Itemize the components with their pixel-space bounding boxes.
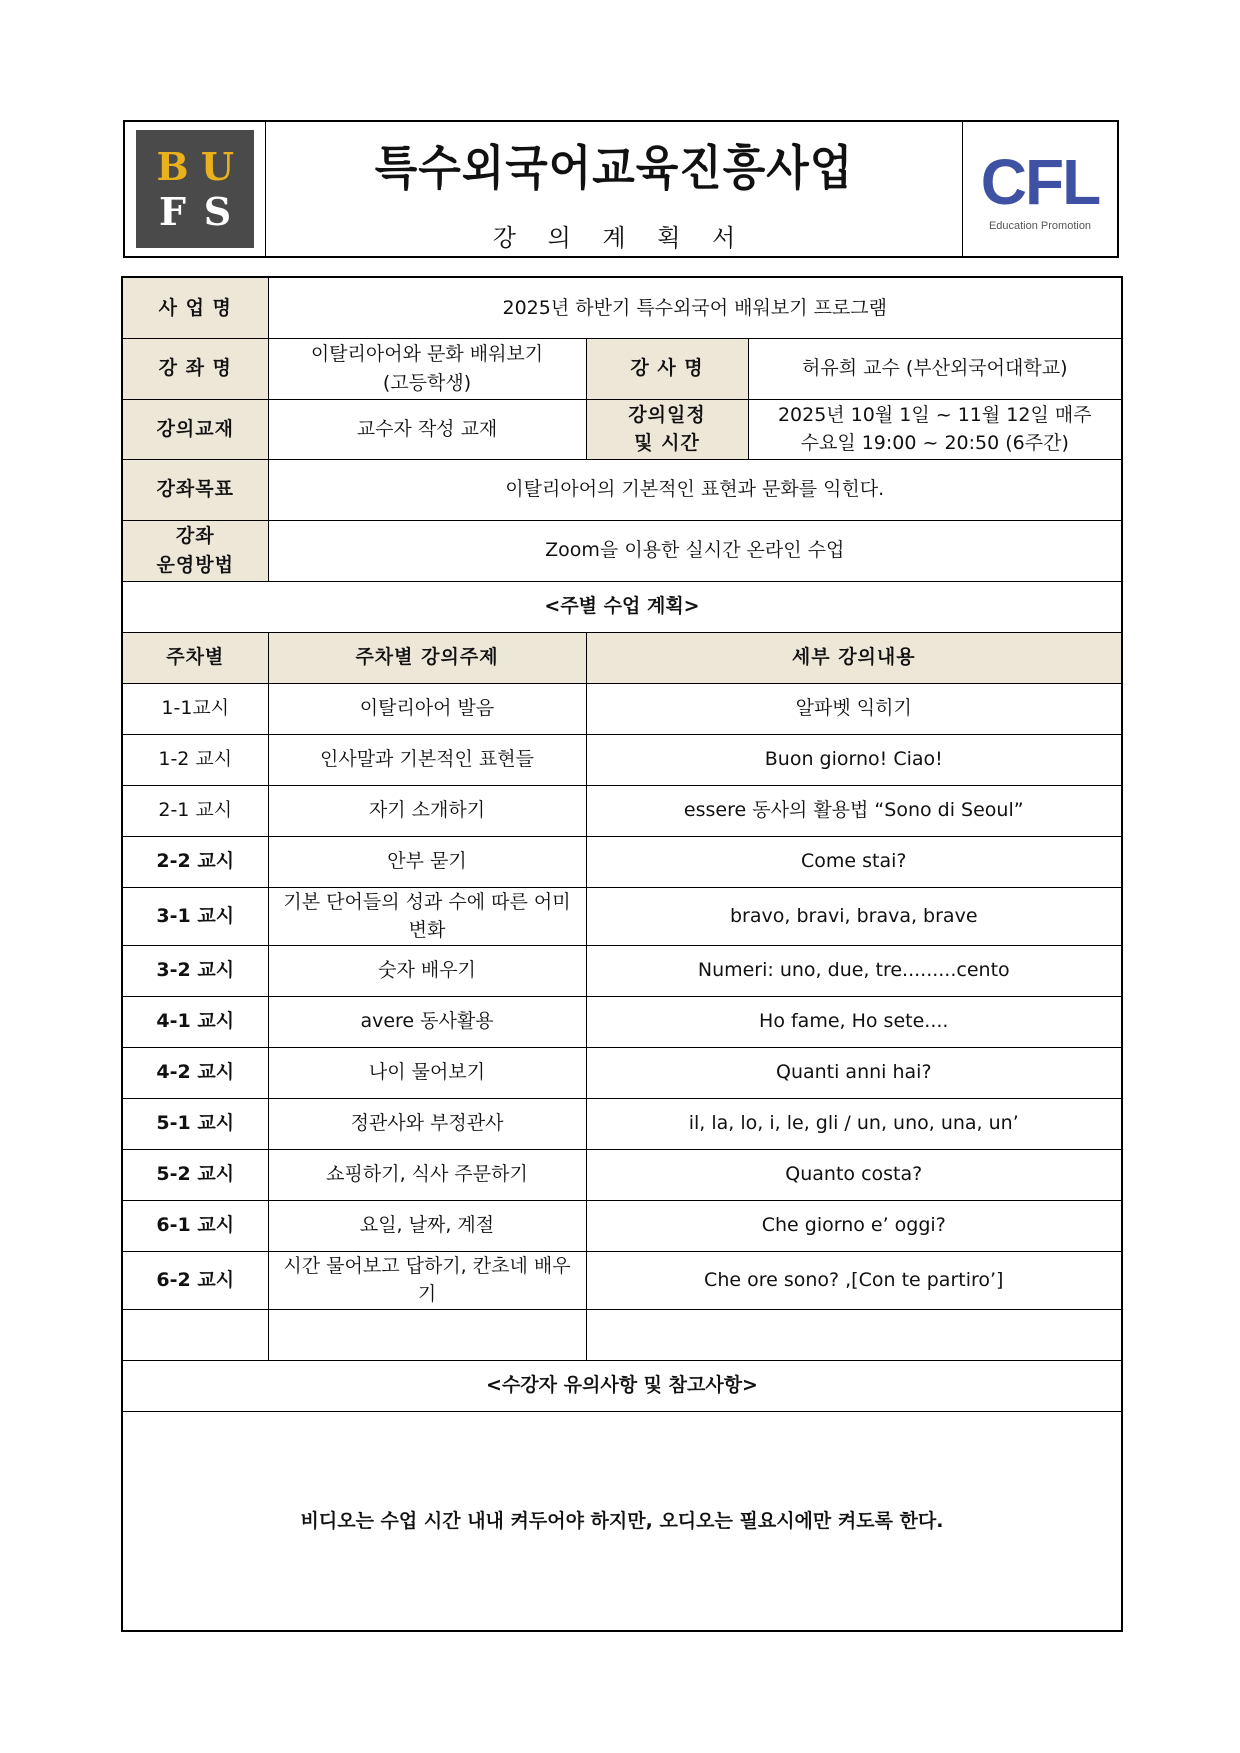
cfl-logo: CFL — [980, 146, 1100, 218]
detail-cell: bravo, bravi, brava, brave — [586, 887, 1122, 945]
course-row — [122, 338, 1122, 399]
document-title: 특수외국어교육진흥사업 — [374, 140, 854, 196]
week-cell: 2-2 교시 — [122, 836, 268, 887]
course-value — [268, 338, 586, 399]
topic-cell: 숫자 배우기 — [268, 945, 586, 996]
bufs-logo-letter: F — [159, 188, 186, 234]
goal-row — [122, 459, 1122, 520]
project-row — [122, 277, 1122, 338]
method-label-line: 강좌 — [175, 525, 215, 547]
bufs-logo-letter: S — [203, 188, 232, 234]
detail-cell: Quanti anni hai? — [586, 1047, 1122, 1098]
schedule-label-line: 강의일정 — [628, 403, 706, 426]
table-row — [122, 1047, 1122, 1098]
detail-cell: Numeri: uno, due, tre.........cento — [586, 945, 1122, 996]
empty-table-row — [122, 1309, 1122, 1360]
textbook-row — [122, 399, 1122, 459]
table-row — [122, 1098, 1122, 1149]
table-row — [122, 836, 1122, 887]
method-row — [122, 520, 1122, 581]
textbook-label: 강의교재 — [122, 399, 268, 459]
detail-cell: 알파벳 익히기 — [586, 683, 1122, 734]
detail-cell: Che giorno e’ oggi? — [586, 1200, 1122, 1251]
schedule-value — [748, 399, 1122, 459]
table-row — [122, 734, 1122, 785]
weekly-section-title: <주별 수업 계획> — [122, 581, 1122, 632]
topic-cell: avere 동사활용 — [268, 996, 586, 1047]
topic-cell: 이탈리아어 발음 — [268, 683, 586, 734]
column-header-week: 주차별 — [122, 632, 268, 683]
bufs-logo — [136, 130, 254, 248]
notes-section-row — [122, 1360, 1122, 1411]
document-subtitle: 강 의 계 획 서 — [492, 223, 748, 252]
weekly-header-row — [122, 632, 1122, 683]
topic-cell: 인사말과 기본적인 표현들 — [268, 734, 586, 785]
table-row — [122, 887, 1122, 945]
week-cell — [122, 1309, 268, 1360]
cfl-logo-cell — [962, 122, 1117, 256]
document-header — [123, 120, 1119, 258]
table-row — [122, 683, 1122, 734]
method-label — [122, 520, 268, 581]
detail-cell: essere 동사의 활용법 “Sono di Seoul” — [586, 785, 1122, 836]
week-cell: 1-1교시 — [122, 683, 268, 734]
textbook-value: 교수자 작성 교재 — [268, 399, 586, 459]
schedule-value-line: 수요일 19:00 ~ 20:50 (6주간) — [800, 432, 1069, 454]
header-title-cell — [266, 122, 962, 256]
detail-cell: Quanto costa? — [586, 1149, 1122, 1200]
schedule-label — [586, 399, 748, 459]
bufs-logo-letter: B — [156, 143, 189, 189]
table-row — [122, 785, 1122, 836]
table-row — [122, 1200, 1122, 1251]
topic-cell: 정관사와 부정관사 — [268, 1098, 586, 1149]
bufs-logo-letter: U — [200, 143, 235, 189]
detail-cell: Ho fame, Ho sete.... — [586, 996, 1122, 1047]
week-cell: 2-1 교시 — [122, 785, 268, 836]
week-cell: 6-2 교시 — [122, 1251, 268, 1309]
week-cell: 3-2 교시 — [122, 945, 268, 996]
cfl-logo-subtitle: Education Promotion — [988, 220, 1092, 232]
notes-text: 비디오는 수업 시간 내내 켜두어야 하지만, 오디오는 필요시에만 켜도록 한다. — [122, 1411, 1122, 1631]
column-header-detail: 세부 강의내용 — [586, 632, 1122, 683]
week-cell: 4-1 교시 — [122, 996, 268, 1047]
course-label: 강 좌 명 — [122, 338, 268, 399]
instructor-label: 강 사 명 — [586, 338, 748, 399]
topic-cell: 안부 묻기 — [268, 836, 586, 887]
topic-cell: 쇼핑하기, 식사 주문하기 — [268, 1149, 586, 1200]
topic-cell: 요일, 날짜, 계절 — [268, 1200, 586, 1251]
detail-cell: Come stai? — [586, 836, 1122, 887]
week-cell: 5-2 교시 — [122, 1149, 268, 1200]
notes-section-title: <수강자 유의사항 및 참고사항> — [122, 1360, 1122, 1411]
weekly-section-row — [122, 581, 1122, 632]
detail-cell: Che ore sono? ,[Con te partiro’] — [586, 1251, 1122, 1309]
bufs-logo-cell — [125, 122, 266, 256]
project-label: 사 업 명 — [122, 277, 268, 338]
method-value: Zoom을 이용한 실시간 온라인 수업 — [268, 520, 1122, 581]
topic-cell: 자기 소개하기 — [268, 785, 586, 836]
topic-cell — [268, 1309, 586, 1360]
week-cell: 3-1 교시 — [122, 887, 268, 945]
week-cell: 4-2 교시 — [122, 1047, 268, 1098]
week-cell: 6-1 교시 — [122, 1200, 268, 1251]
topic-cell: 기본 단어들의 성과 수에 따른 어미변화 — [268, 887, 586, 945]
detail-cell — [586, 1309, 1122, 1360]
table-row — [122, 1251, 1122, 1309]
schedule-label-line: 및 시간 — [634, 432, 700, 454]
table-row — [122, 945, 1122, 996]
topic-cell: 나이 물어보기 — [268, 1047, 586, 1098]
table-row — [122, 1149, 1122, 1200]
lecture-plan-table — [121, 276, 1123, 1632]
instructor-value: 허유희 교수 (부산외국어대학교) — [748, 338, 1122, 399]
detail-cell: Buon giorno! Ciao! — [586, 734, 1122, 785]
project-value: 2025년 하반기 특수외국어 배워보기 프로그램 — [268, 277, 1122, 338]
notes-row — [122, 1411, 1122, 1631]
table-row — [122, 996, 1122, 1047]
week-cell: 5-1 교시 — [122, 1098, 268, 1149]
week-cell: 1-2 교시 — [122, 734, 268, 785]
method-label-line: 운영방법 — [156, 553, 234, 576]
topic-cell: 시간 물어보고 답하기, 칸초네 배우기 — [268, 1251, 586, 1309]
schedule-value-line: 2025년 10월 1일 ~ 11월 12일 매주 — [777, 403, 1092, 426]
goal-label: 강좌목표 — [122, 459, 268, 520]
column-header-topic: 주차별 강의주제 — [268, 632, 586, 683]
goal-value: 이탈리아어의 기본적인 표현과 문화를 익힌다. — [268, 459, 1122, 520]
detail-cell: il, la, lo, i, le, gli / un, uno, una, un’ — [586, 1098, 1122, 1149]
course-value-line: (고등학생) — [382, 371, 472, 394]
course-value-line: 이탈리아어와 문화 배워보기 — [310, 343, 544, 365]
